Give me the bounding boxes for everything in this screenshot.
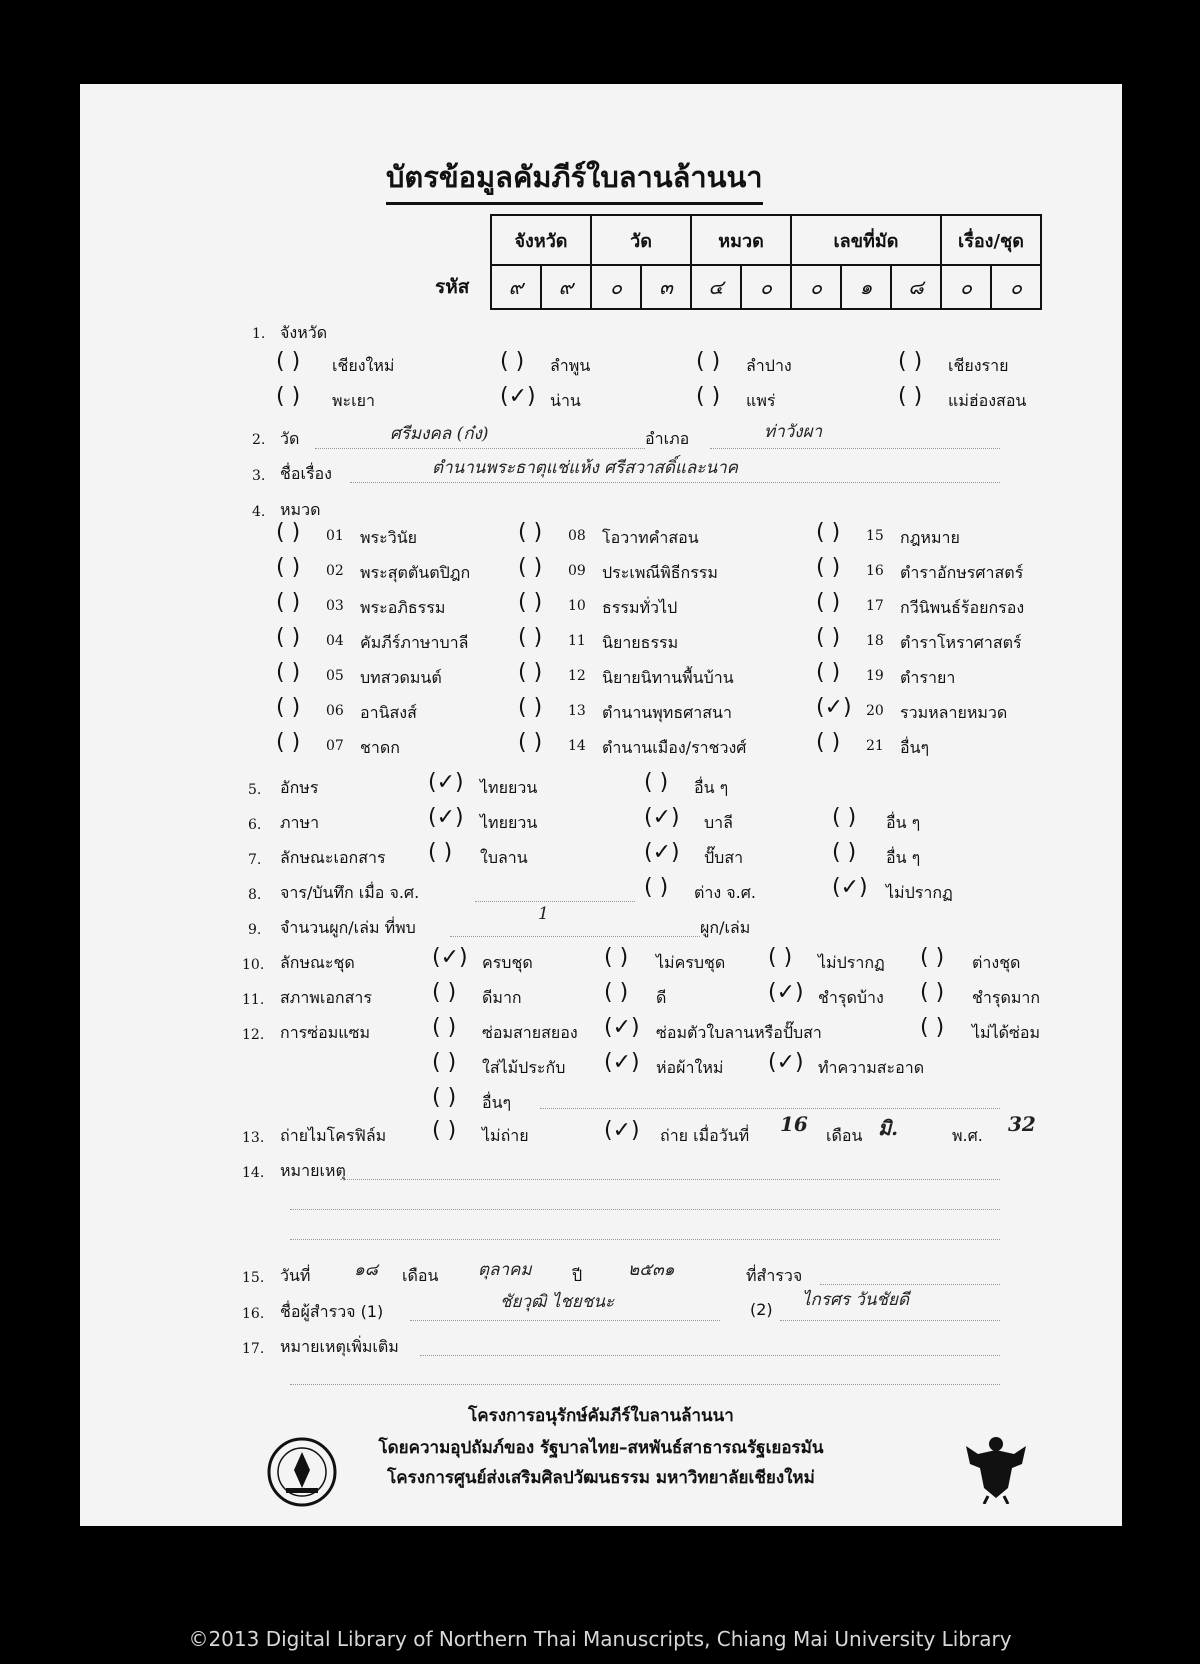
- q4-option: นิยายธรรม: [602, 633, 679, 652]
- q8-number: 8.: [248, 887, 262, 903]
- footer-line-1: โครงการอนุรักษ์คัมภีร์ใบลานล้านนา: [468, 1406, 734, 1426]
- q13-month-label: เดือน: [826, 1126, 863, 1145]
- code-digit: ๙: [541, 265, 591, 309]
- q4-mark: ( ): [518, 590, 543, 615]
- q11-option: ดีมาก: [482, 988, 522, 1007]
- q15-year: ๒๕๓๑: [628, 1260, 675, 1280]
- q4-code: 17: [866, 598, 884, 614]
- q4-option: ประเพณีพิธีกรรม: [602, 563, 718, 582]
- q12-mark: ( ): [432, 1085, 457, 1110]
- q4-code: 08: [568, 528, 586, 544]
- footer-line-2: โดยความอุปถัมภ์ของ รัฐบาลไทย–สหพันธ์สาธารณรัฐเยอรมัน: [378, 1438, 824, 1458]
- q12-option: ไม่ได้ซ่อม: [972, 1023, 1041, 1042]
- q1-option: แม่ฮ่องสอน: [948, 391, 1027, 410]
- q4-mark: ( ): [816, 520, 841, 545]
- copyright-text: ©2013 Digital Library of Northern Thai Manuscripts, Chiang Mai University Library: [188, 1627, 1012, 1651]
- q11-mark: ( ): [432, 980, 457, 1005]
- q4-code: 18: [866, 633, 884, 649]
- q1-mark: ( ): [696, 349, 721, 374]
- q7-label: ลักษณะเอกสาร: [280, 848, 386, 867]
- q4-code: 10: [568, 598, 586, 614]
- q14-label: หมายเหตุ: [280, 1161, 346, 1180]
- q12-option: ซ่อมสายสยอง: [482, 1023, 578, 1042]
- q12-mark: ( ): [432, 1050, 457, 1075]
- q4-mark: (✓): [816, 695, 852, 720]
- code-table: [490, 214, 1042, 310]
- code-digit: ๑: [841, 265, 891, 309]
- q4-mark: ( ): [276, 590, 301, 615]
- q4-option: ชาดก: [360, 738, 400, 757]
- q1-option: น่าน: [550, 391, 581, 410]
- q4-option: ตำนานพุทธศาสนา: [602, 703, 732, 722]
- code-header: เรื่อง/ชุด: [941, 215, 1041, 265]
- q6-mark: ( ): [832, 805, 857, 830]
- q4-option: โอวาทคำสอน: [602, 528, 699, 547]
- q13-label: ถ่ายไมโครฟิล์ม: [280, 1126, 387, 1145]
- q12-number: 12.: [242, 1027, 265, 1043]
- q11-number: 11.: [242, 992, 265, 1008]
- q4-code: 14: [568, 738, 586, 754]
- q4-code: 13: [568, 703, 586, 719]
- q15-month: ตุลาคม: [478, 1260, 532, 1280]
- q2-amphoe-label: อำเภอ: [645, 429, 690, 448]
- q16-label: ชื่อผู้สำรวจ (1): [280, 1302, 384, 1321]
- q4-mark: ( ): [518, 695, 543, 720]
- q1-mark: ( ): [276, 384, 301, 409]
- q11-mark: ( ): [604, 980, 629, 1005]
- q4-option: พระอภิธรรม: [360, 598, 446, 617]
- q4-option: ตำนานเมือง/ราชวงศ์: [602, 738, 747, 757]
- code-digit: ๘: [891, 265, 941, 309]
- q9-unit: ผูก/เล่ม: [700, 918, 751, 937]
- q4-mark: ( ): [816, 730, 841, 755]
- q4-option: ธรรมทั่วไป: [602, 598, 678, 617]
- q6-number: 6.: [248, 817, 262, 833]
- q2-temple-value: ศรีมงคล (ก๋ง): [390, 424, 489, 444]
- q10-option: ครบชุด: [482, 953, 533, 972]
- cmu-seal-logo: [266, 1436, 338, 1508]
- q13-year: 32: [1008, 1112, 1036, 1136]
- q1-option: พะเยา: [332, 391, 375, 410]
- q12-mark: ( ): [432, 1015, 457, 1040]
- q1-option: เชียงราย: [948, 356, 1009, 375]
- q2-amphoe-value: ท่าวังผา: [764, 422, 823, 442]
- q1-mark: (✓): [500, 384, 536, 409]
- q11-option: ชำรุดบ้าง: [818, 988, 884, 1007]
- q2-label: วัด: [280, 429, 300, 448]
- q11-option: ชำรุดมาก: [972, 988, 1041, 1007]
- q16-label-2: (2): [750, 1300, 773, 1319]
- q4-code: 16: [866, 563, 884, 579]
- code-digit: ๓: [641, 265, 691, 309]
- q15-day: ๑๘: [354, 1260, 378, 1280]
- q1-mark: ( ): [276, 349, 301, 374]
- q15-label: วันที่: [280, 1266, 311, 1285]
- q4-mark: ( ): [816, 660, 841, 685]
- q4-mark: ( ): [816, 590, 841, 615]
- manuscript-card: [80, 84, 1122, 1526]
- q15-month-label: เดือน: [402, 1266, 439, 1285]
- q10-mark: ( ): [920, 945, 945, 970]
- q4-mark: ( ): [518, 660, 543, 685]
- q13-mark: ( ): [432, 1118, 457, 1143]
- q4-mark: ( ): [518, 555, 543, 580]
- q9-value: 1: [538, 904, 549, 924]
- q8-option: ไม่ปรากฏ: [886, 883, 953, 902]
- q7-option: อื่น ๆ: [886, 848, 921, 867]
- code-digit: ๐: [941, 265, 991, 309]
- q9-label: จำนวนผูก/เล่ม ที่พบ: [280, 918, 416, 937]
- code-label: รหัส: [435, 276, 470, 298]
- q7-option: ปั๊บสา: [704, 848, 744, 867]
- q11-mark: ( ): [920, 980, 945, 1005]
- q16-surveyor-2: ไกรศร วันชัยดี: [802, 1290, 910, 1310]
- q8-mark: ( ): [644, 875, 669, 900]
- q4-code: 20: [866, 703, 884, 719]
- q4-code: 19: [866, 668, 884, 684]
- q6-option: ไทยยวน: [480, 813, 538, 832]
- q4-mark: ( ): [816, 555, 841, 580]
- code-digit: ๐: [791, 265, 841, 309]
- q15-number: 15.: [242, 1270, 265, 1286]
- footer-line-3: โครงการศูนย์ส่งเสริมศิลปวัฒนธรรม มหาวิทยาลัยเชียงใหม่: [387, 1468, 815, 1488]
- q12-mark: ( ): [920, 1015, 945, 1040]
- code-digit: ๔: [691, 265, 741, 309]
- q1-option: เชียงใหม่: [332, 356, 395, 375]
- q17-number: 17.: [242, 1341, 265, 1357]
- q1-mark: ( ): [696, 384, 721, 409]
- q8-option: ต่าง จ.ศ.: [694, 883, 756, 902]
- q5-mark: (✓): [428, 770, 464, 795]
- q12-option: ซ่อมตัวใบลานหรือปั๊บสา: [656, 1023, 822, 1042]
- q1-number: 1.: [252, 326, 266, 342]
- q12-option: ใส่ไม้ประกับ: [482, 1058, 566, 1077]
- q10-number: 10.: [242, 957, 265, 973]
- q13-option: ถ่าย เมื่อวันที่: [660, 1126, 750, 1145]
- q3-number: 3.: [252, 468, 266, 484]
- q14-number: 14.: [242, 1165, 265, 1181]
- q1-mark: ( ): [898, 384, 923, 409]
- q6-option: บาลี: [704, 813, 733, 832]
- q7-option: ใบลาน: [480, 848, 528, 867]
- q1-option: ลำปาง: [746, 356, 792, 375]
- q4-mark: ( ): [518, 520, 543, 545]
- q7-mark: (✓): [644, 840, 680, 865]
- q4-option: อื่นๆ: [900, 738, 930, 757]
- q5-option: อื่น ๆ: [694, 778, 729, 797]
- q4-option: พระสุตตันตปิฎก: [360, 563, 471, 582]
- q4-code: 06: [326, 703, 344, 719]
- q4-code: 11: [568, 633, 586, 649]
- q16-number: 16.: [242, 1306, 265, 1322]
- q1-option: ลำพูน: [550, 356, 591, 375]
- q13-month: มิ.: [878, 1116, 899, 1140]
- q10-option: ไม่ครบชุด: [656, 953, 726, 972]
- q13-year-label: พ.ศ.: [952, 1126, 983, 1145]
- q4-option: ตำรายา: [900, 668, 956, 687]
- q5-label: อักษร: [280, 778, 319, 797]
- q4-mark: ( ): [276, 555, 301, 580]
- q9-number: 9.: [248, 922, 262, 938]
- q4-code: 03: [326, 598, 344, 614]
- q4-option: คัมภีร์ภาษาบาลี: [360, 633, 469, 652]
- q2-number: 2.: [252, 432, 266, 448]
- q4-option: กวีนิพนธ์ร้อยกรอง: [900, 598, 1025, 617]
- code-digit: ๐: [741, 265, 791, 309]
- q12-mark: (✓): [604, 1050, 640, 1075]
- code-header: เลขที่มัด: [791, 215, 941, 265]
- q4-option: อานิสงส์: [360, 703, 417, 722]
- q5-number: 5.: [248, 782, 262, 798]
- q1-option: แพร่: [746, 391, 776, 410]
- q1-mark: ( ): [500, 349, 525, 374]
- q4-option: กฎหมาย: [900, 528, 960, 547]
- q11-option: ดี: [656, 988, 667, 1007]
- q4-code: 05: [326, 668, 344, 684]
- q10-mark: (✓): [432, 945, 468, 970]
- q12-mark: (✓): [604, 1015, 640, 1040]
- q13-number: 13.: [242, 1130, 265, 1146]
- code-header: วัด: [591, 215, 691, 265]
- q10-label: ลักษณะชุด: [280, 953, 355, 972]
- q12-label: การซ่อมแซม: [280, 1023, 370, 1042]
- code-header: หมวด: [691, 215, 791, 265]
- q4-code: 07: [326, 738, 344, 754]
- q4-code: 02: [326, 563, 344, 579]
- q4-option: พระวินัย: [360, 528, 418, 547]
- q16-surveyor-1: ชัยวุฒิ ไชยชนะ: [500, 1292, 615, 1312]
- q15-year-label: ปี: [572, 1266, 583, 1285]
- q3-title-value: ตำนานพระธาตุแช่แห้ง ศรีสวาสดิ์และนาค: [432, 458, 739, 478]
- code-digit: ๐: [591, 265, 641, 309]
- q6-mark: (✓): [644, 805, 680, 830]
- q6-mark: (✓): [428, 805, 464, 830]
- q12-option: ทำความสะอาด: [818, 1058, 925, 1077]
- q4-option: รวมหลายหมวด: [900, 703, 1008, 722]
- q4-code: 15: [866, 528, 884, 544]
- q10-mark: ( ): [768, 945, 793, 970]
- q3-label: ชื่อเรื่อง: [280, 464, 332, 483]
- code-digit: ๙: [491, 265, 541, 309]
- q4-code: 21: [866, 738, 884, 754]
- q4-number: 4.: [252, 504, 266, 520]
- q4-mark: ( ): [518, 625, 543, 650]
- q8-mark: (✓): [832, 875, 868, 900]
- q4-code: 09: [568, 563, 586, 579]
- q4-code: 04: [326, 633, 344, 649]
- german-eagle-logo: [964, 1432, 1028, 1504]
- q4-mark: ( ): [518, 730, 543, 755]
- q4-label: หมวด: [280, 500, 321, 519]
- q4-mark: ( ): [276, 625, 301, 650]
- q12-mark: (✓): [768, 1050, 804, 1075]
- q1-mark: ( ): [898, 349, 923, 374]
- q4-option: บทสวดมนต์: [360, 668, 442, 687]
- q6-option: อื่น ๆ: [886, 813, 921, 832]
- q12-option: อื่นๆ: [482, 1093, 512, 1112]
- q5-mark: ( ): [644, 770, 669, 795]
- q4-mark: ( ): [276, 660, 301, 685]
- q11-label: สภาพเอกสาร: [280, 988, 372, 1007]
- q4-mark: ( ): [816, 625, 841, 650]
- q17-label: หมายเหตุเพิ่มเติม: [280, 1337, 399, 1356]
- q4-mark: ( ): [276, 730, 301, 755]
- q4-mark: ( ): [276, 695, 301, 720]
- q12-option: ห่อผ้าใหม่: [656, 1058, 724, 1077]
- q5-option: ไทยยวน: [480, 778, 538, 797]
- q4-option: นิยายนิทานพื้นบ้าน: [602, 668, 734, 687]
- q6-label: ภาษา: [280, 813, 320, 832]
- q4-code: 01: [326, 528, 344, 544]
- q4-option: ตำราอักษรศาสตร์: [900, 563, 1024, 582]
- q13-option: ไม่ถ่าย: [482, 1126, 529, 1145]
- q4-mark: ( ): [276, 520, 301, 545]
- q10-option: ต่างชุด: [972, 953, 1021, 972]
- q13-day: 16: [780, 1112, 808, 1136]
- code-header: จังหวัด: [491, 215, 591, 265]
- q11-mark: (✓): [768, 980, 804, 1005]
- q7-mark: ( ): [832, 840, 857, 865]
- q13-mark: (✓): [604, 1118, 640, 1143]
- q15-place-label: ที่สำรวจ: [746, 1266, 803, 1285]
- q7-mark: ( ): [428, 840, 453, 865]
- q7-number: 7.: [248, 852, 262, 868]
- q4-code: 12: [568, 668, 586, 684]
- code-digit: ๐: [991, 265, 1041, 309]
- q4-option: ตำราโหราศาสตร์: [900, 633, 1022, 652]
- q8-label: จาร/บันทึก เมื่อ จ.ศ.: [280, 883, 420, 902]
- card-title: บัตรข้อมูลคัมภีร์ใบลานล้านนา: [386, 154, 763, 205]
- q1-label: จังหวัด: [280, 323, 328, 342]
- q10-mark: ( ): [604, 945, 629, 970]
- q10-option: ไม่ปรากฏ: [818, 953, 885, 972]
